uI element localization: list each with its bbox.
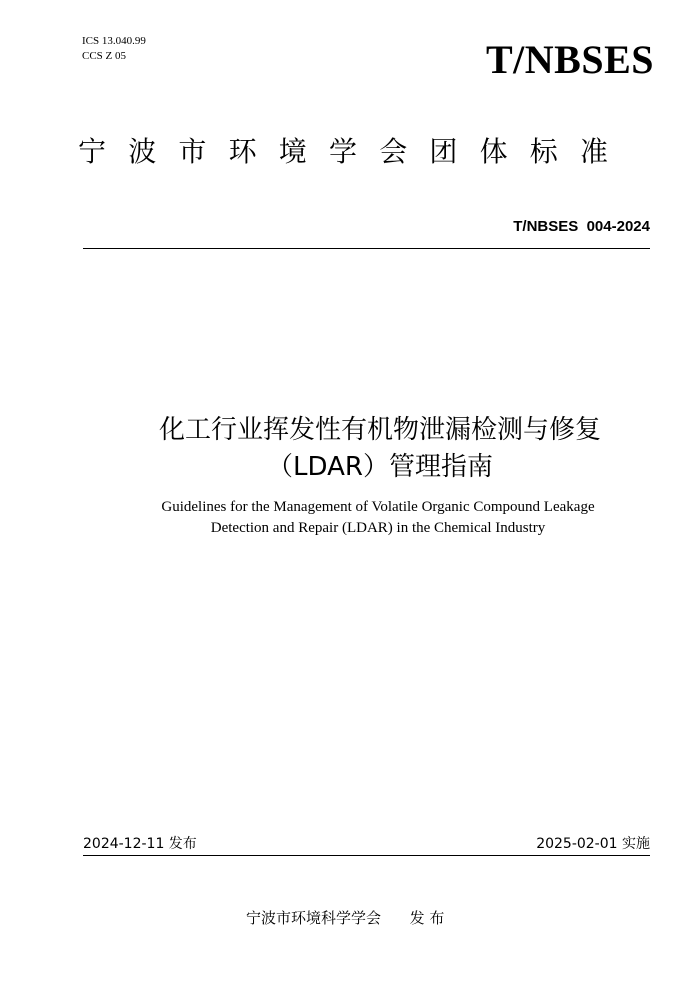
bottom-divider bbox=[83, 855, 650, 856]
classification-codes bbox=[82, 34, 146, 64]
top-divider bbox=[83, 248, 650, 249]
standard-number: T/NBSES 004-2024 bbox=[513, 218, 650, 235]
publisher: 宁波市环境科学学会 发 布 bbox=[246, 909, 445, 927]
chinese-title-line-1: 化工行业挥发性有机物泄漏检测与修复 bbox=[158, 415, 601, 445]
english-title-line-2: Detection and Repair (LDAR) in the Chemical Industry bbox=[210, 520, 546, 536]
ccs-code: CCS Z 05 bbox=[82, 50, 127, 62]
english-title-line-1: Guidelines for the Management of Volatile Organic Compound Leakage bbox=[161, 499, 595, 515]
organization-standard-title: 宁波市环境学会团体标准 bbox=[78, 135, 631, 168]
chinese-title-line-2: （LDAR）管理指南 bbox=[267, 452, 493, 482]
standard-logo-code: T/NBSES bbox=[485, 37, 654, 82]
implementation-date: 2025-02-01 实施 bbox=[536, 836, 650, 852]
issue-date: 2024-12-11 发布 bbox=[83, 836, 197, 852]
ics-code: ICS 13.040.99 bbox=[82, 35, 146, 47]
